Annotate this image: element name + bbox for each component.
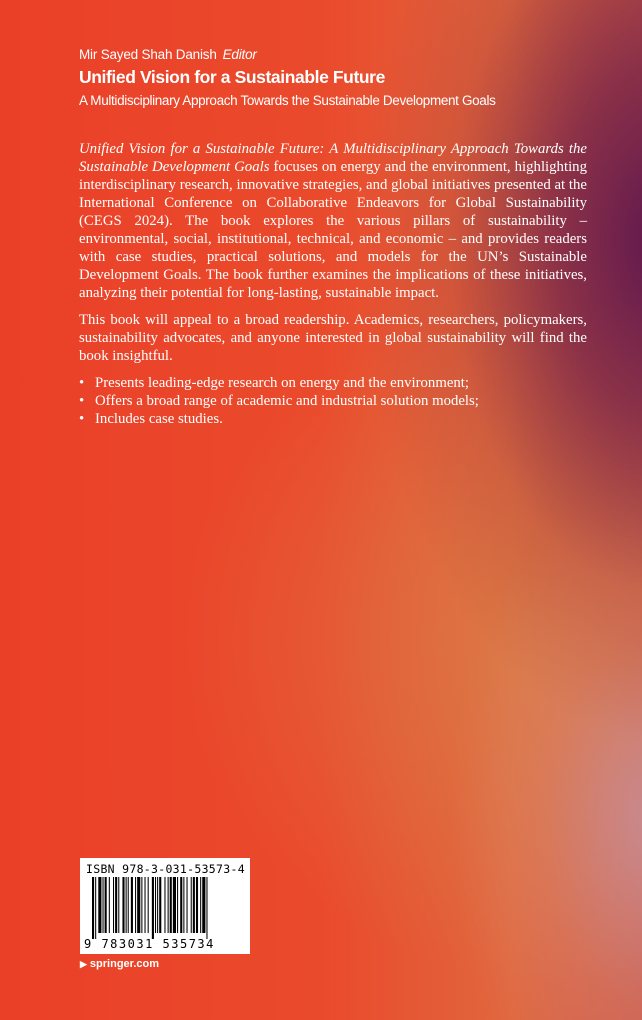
book-title: Unified Vision for a Sustainable Future	[79, 67, 385, 87]
book-subtitle: A Multidisciplinary Approach Towards the Sustainable Development Goals	[79, 93, 496, 108]
description-paragraph-1	[79, 140, 587, 302]
book-description	[79, 140, 587, 428]
barcode-bar	[183, 877, 184, 933]
barcode-bar	[118, 877, 119, 933]
barcode-bar	[122, 877, 124, 933]
description-italic-title: Unified Vision for a Sustainable Future: A Multidisciplinary Approach Towards the Sustainable Development Goals	[79, 141, 587, 175]
barcode-bar	[206, 877, 207, 939]
list-item: • Offers a broad range of academic and industrial solution models;	[79, 393, 479, 409]
barcode-bar	[191, 877, 192, 933]
barcode-bar	[177, 877, 178, 933]
bullet-icon: •	[79, 411, 85, 427]
description-paragraph-2: This book will appeal to a broad readership. Academics, researchers, policymakers, sustainability advocates, and anyone interested in global sustainability will find the book insightful.	[79, 312, 587, 364]
barcode-bar	[193, 877, 195, 933]
isbn-digits: 9 783031 535734	[84, 937, 215, 951]
barcode-bar	[98, 877, 101, 933]
barcode-bar	[164, 877, 165, 933]
barcode-bar	[92, 877, 94, 939]
barcode-bar	[170, 877, 172, 933]
feature-list	[79, 374, 587, 428]
barcode-bar	[137, 877, 140, 933]
barcode-bar	[148, 877, 149, 933]
barcode-bar	[109, 877, 110, 933]
barcode-bar	[131, 877, 133, 933]
publisher-url: springer.com	[89, 958, 159, 970]
barcode-bar	[135, 877, 136, 933]
barcode-bar	[202, 877, 205, 933]
barcode-bar	[145, 877, 146, 933]
description-text: focuses on energy and the environment, highlighting interdisciplinary research, innovative strategies, and global initiatives presented at the International Conference on Collaborative Endeavors for Global Sustainability (CEGS 2024). The book explores the various pillars of sustainability – environmental, social, institutional, technical, and economic – and provides readers with case studies, practical solutions, and models for the UN’s Sustainable Development Goals. The book further examines the implications of these initiatives, analyzing their potential for long-lasting, sustainable impact.	[79, 159, 587, 301]
barcode-bar	[196, 877, 198, 933]
barcode-bar	[141, 877, 142, 933]
barcode-bar	[200, 877, 201, 933]
list-item: • Presents leading-edge research on energy and the environment;	[79, 375, 470, 391]
list-item: • Includes case studies.	[79, 411, 223, 427]
publisher-link[interactable]	[80, 958, 159, 970]
barcode-bars	[92, 877, 244, 939]
barcode-bar	[103, 877, 104, 933]
isbn-label: ISBN 978-3-031-53573-4	[86, 862, 245, 876]
isbn-barcode	[80, 858, 250, 954]
right-triangle-icon: ▶	[80, 959, 87, 969]
barcode-bar	[159, 877, 161, 933]
editor-role: Editor	[222, 47, 257, 62]
barcode-bar	[180, 877, 182, 933]
barcode-bar	[128, 877, 129, 933]
barcode-bar	[168, 877, 169, 933]
bullet-icon: •	[79, 393, 85, 409]
barcode-bar	[126, 877, 127, 933]
editor-line	[79, 47, 257, 62]
barcode-bar	[115, 877, 117, 933]
barcode-bar	[152, 877, 154, 939]
barcode-bar	[113, 877, 114, 933]
barcode-bar	[157, 877, 158, 933]
barcode-bar	[95, 877, 96, 939]
bullet-icon: •	[79, 375, 85, 391]
editor-name: Mir Sayed Shah Danish	[79, 47, 217, 62]
barcode-bar	[105, 877, 107, 933]
barcode-bar	[155, 877, 156, 933]
barcode-bar	[187, 877, 188, 933]
barcode-bar	[173, 877, 176, 933]
